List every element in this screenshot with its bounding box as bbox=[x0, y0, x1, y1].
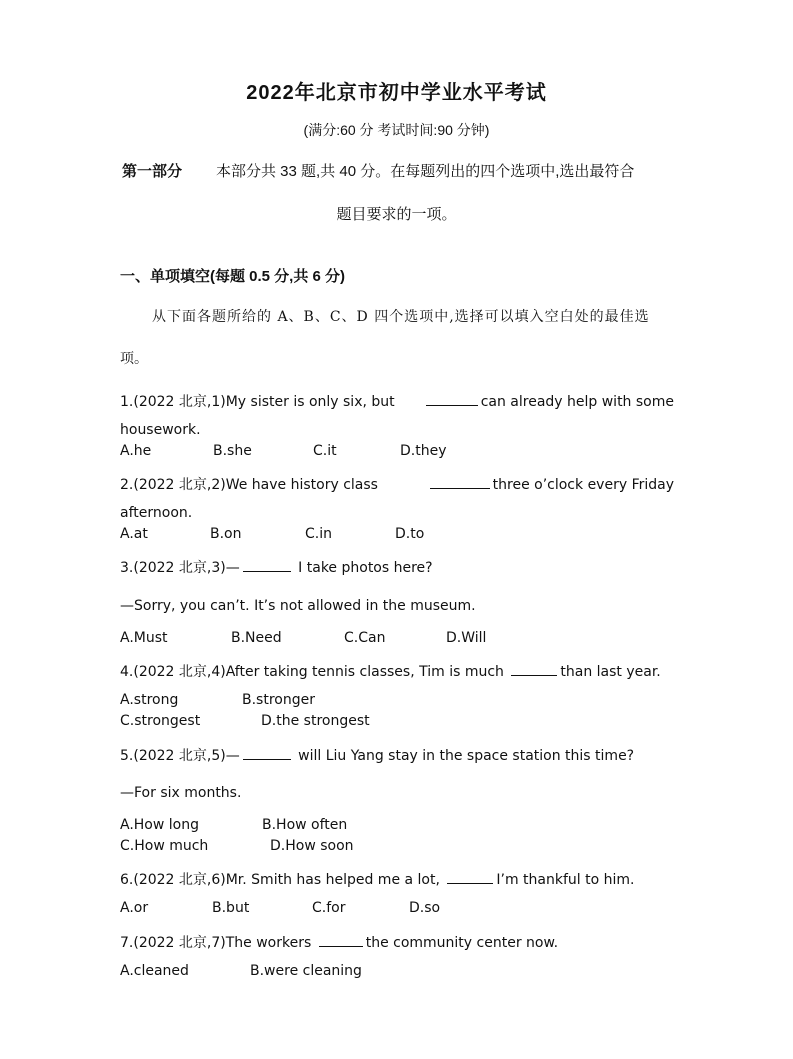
dialogue-reply: —For six months. bbox=[120, 785, 242, 801]
answer-blank bbox=[319, 932, 363, 947]
answer-blank bbox=[243, 745, 291, 760]
section-instruction-cont: 项。 bbox=[120, 351, 148, 367]
exam-info: (满分:60 分 考试时间:90 分钟) bbox=[303, 122, 490, 138]
option-b: B.on bbox=[210, 526, 242, 542]
option-a: A.he bbox=[120, 443, 152, 459]
option-b: B.she bbox=[213, 443, 252, 459]
question-2 bbox=[120, 474, 674, 494]
answer-blank bbox=[430, 474, 490, 489]
question-continuation: housework. bbox=[120, 422, 201, 438]
question-text-tail: can already help with some bbox=[480, 394, 674, 410]
answer-blank bbox=[511, 661, 557, 676]
question-text-tail: I’m thankful to him. bbox=[496, 872, 635, 888]
question-text-tail: the community center now. bbox=[365, 935, 559, 951]
section-heading: 一、单项填空(每题 0.5 分,共 6 分) bbox=[120, 268, 346, 285]
question-text-tail: three o’clock every Friday bbox=[492, 477, 674, 493]
option-b: B.Need bbox=[231, 630, 282, 646]
part-description: 本部分共 33 题,共 40 分。在每题列出的四个选项中,选出最符合 bbox=[216, 163, 635, 180]
option-b: B.How often bbox=[262, 817, 348, 833]
section-instruction: 从下面各题所给的 A、B、C、D 四个选项中,选择可以填入空白处的最佳选 bbox=[152, 309, 650, 325]
option-c: C.How much bbox=[120, 838, 209, 854]
question-text: 7.(2022 北京,7)The workers bbox=[120, 935, 312, 951]
question-text: 1.(2022 北京,1)My sister is only six, but bbox=[120, 394, 395, 410]
question-text: 2.(2022 北京,2)We have history class bbox=[120, 477, 378, 493]
option-d: D.so bbox=[409, 900, 441, 916]
answer-blank bbox=[243, 557, 291, 572]
part-description-cont: 题目要求的一项。 bbox=[336, 206, 457, 223]
question-text: 3.(2022 北京,3)— bbox=[120, 560, 240, 576]
page-title: 2022年北京市初中学业水平考试 bbox=[246, 82, 547, 104]
question-continuation: afternoon. bbox=[120, 505, 193, 521]
option-b: B.were cleaning bbox=[250, 963, 362, 979]
question-text: 6.(2022 北京,6)Mr. Smith has helped me a lot, bbox=[120, 872, 440, 888]
option-a: A.or bbox=[120, 900, 149, 916]
option-d: D.to bbox=[395, 526, 425, 542]
option-d: D.Will bbox=[446, 630, 487, 646]
option-c: C.Can bbox=[344, 630, 386, 646]
option-b: B.stronger bbox=[242, 692, 315, 708]
question-text-tail: I take photos here? bbox=[298, 560, 433, 576]
part-intro bbox=[122, 160, 634, 181]
question-5 bbox=[120, 745, 634, 765]
question-4 bbox=[120, 661, 661, 681]
option-c: C.it bbox=[313, 443, 337, 459]
answer-blank bbox=[447, 869, 493, 884]
option-a: A.at bbox=[120, 526, 148, 542]
question-text: 5.(2022 北京,5)— bbox=[120, 748, 240, 764]
question-text-tail: than last year. bbox=[560, 664, 661, 680]
option-a: A.strong bbox=[120, 692, 179, 708]
question-3 bbox=[120, 557, 433, 577]
option-a: A.How long bbox=[120, 817, 199, 833]
option-d: D.the strongest bbox=[261, 713, 370, 729]
option-b: B.but bbox=[212, 900, 250, 916]
option-d: D.they bbox=[400, 443, 447, 459]
question-7 bbox=[120, 932, 558, 952]
option-c: C.for bbox=[312, 900, 346, 916]
option-c: C.strongest bbox=[120, 713, 201, 729]
option-d: D.How soon bbox=[270, 838, 354, 854]
answer-blank bbox=[426, 391, 478, 406]
option-c: C.in bbox=[305, 526, 332, 542]
option-a: A.Must bbox=[120, 630, 168, 646]
question-1 bbox=[120, 391, 674, 411]
question-text-tail: will Liu Yang stay in the space station this time? bbox=[298, 748, 635, 764]
part-label: 第一部分 bbox=[122, 163, 183, 180]
question-6 bbox=[120, 869, 634, 889]
question-text: 4.(2022 北京,4)After taking tennis classes, Tim is much bbox=[120, 664, 504, 680]
dialogue-reply: —Sorry, you can’t. It’s not allowed in the museum. bbox=[120, 598, 476, 614]
option-a: A.cleaned bbox=[120, 963, 189, 979]
